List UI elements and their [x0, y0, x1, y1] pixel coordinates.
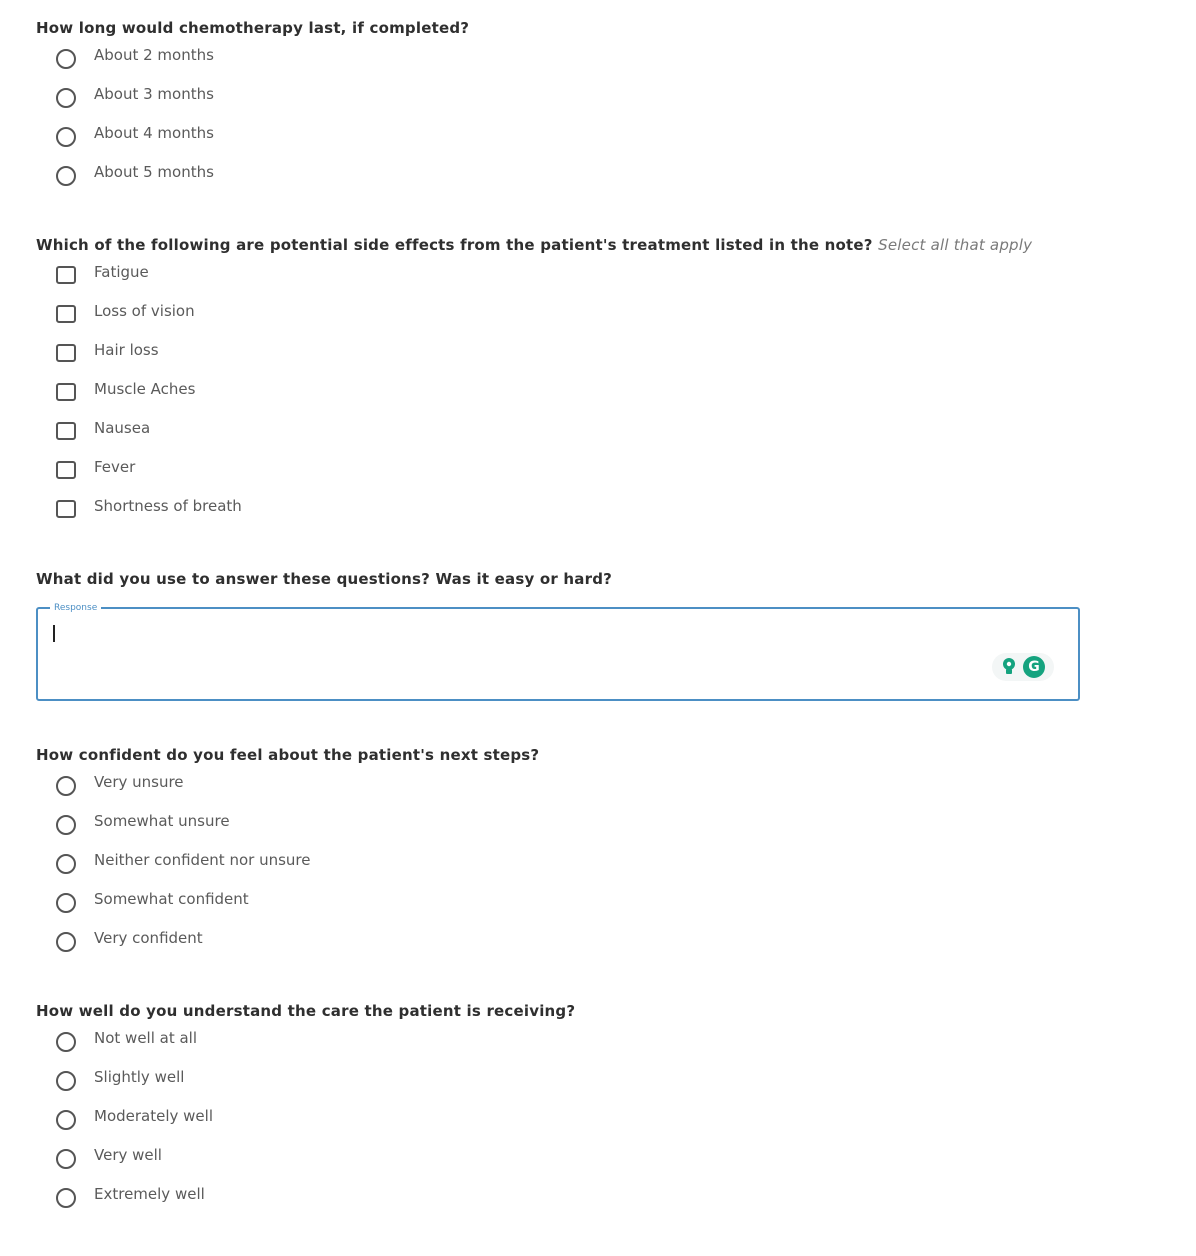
radio-button[interactable]: [56, 49, 76, 69]
checkbox[interactable]: [56, 344, 76, 362]
checkbox[interactable]: [56, 461, 76, 479]
checkbox[interactable]: [56, 305, 76, 323]
radio-group: [36, 1028, 1136, 1223]
option-label[interactable]: Muscle Aches: [94, 380, 196, 398]
option-label[interactable]: Not well at all: [94, 1029, 198, 1047]
option-label[interactable]: Nausea: [94, 419, 151, 437]
option-label[interactable]: Neither confident nor unsure: [94, 851, 311, 869]
response-textarea[interactable]: [36, 603, 1080, 701]
option-label[interactable]: Loss of vision: [94, 302, 195, 320]
radio-button[interactable]: [56, 893, 76, 913]
option-label[interactable]: About 3 months: [94, 85, 214, 103]
radio-button[interactable]: [56, 1071, 76, 1091]
option-label[interactable]: Somewhat confident: [94, 890, 249, 908]
radio-option[interactable]: [36, 162, 1136, 201]
checkbox-option[interactable]: [36, 262, 1136, 301]
checkbox[interactable]: [56, 266, 76, 284]
radio-button[interactable]: [56, 776, 76, 796]
radio-button[interactable]: [56, 1110, 76, 1130]
radio-option[interactable]: [36, 1106, 1136, 1145]
radio-option[interactable]: [36, 1184, 1136, 1223]
checkbox[interactable]: [56, 383, 76, 401]
radio-option[interactable]: [36, 889, 1136, 928]
response-field-label: Response: [50, 602, 101, 614]
radio-button[interactable]: [56, 1149, 76, 1169]
option-label[interactable]: Extremely well: [94, 1185, 205, 1203]
radio-button[interactable]: [56, 932, 76, 952]
text-cursor: [53, 625, 55, 642]
checkbox-group: [36, 262, 1136, 535]
radio-group: [36, 45, 1136, 201]
question-side-effects: [36, 235, 1136, 535]
question-resources-used: [36, 569, 1136, 589]
radio-button[interactable]: [56, 854, 76, 874]
question-hint: Select all that apply: [878, 236, 1033, 254]
option-label[interactable]: Very unsure: [94, 773, 184, 791]
question-title: What did you use to answer these questions? Was it easy or hard?: [36, 570, 613, 588]
radio-option[interactable]: [36, 1028, 1136, 1067]
option-label[interactable]: Very well: [94, 1146, 162, 1164]
radio-button[interactable]: [56, 1032, 76, 1052]
checkbox-option[interactable]: [36, 457, 1136, 496]
radio-option[interactable]: [36, 84, 1136, 123]
radio-option[interactable]: [36, 1067, 1136, 1106]
question-chemo-duration: [36, 18, 1136, 201]
radio-option[interactable]: [36, 928, 1136, 967]
question-title: How long would chemotherapy last, if completed?: [36, 19, 470, 37]
question-understanding: [36, 1001, 1136, 1223]
writing-assistant-widget[interactable]: [992, 653, 1054, 681]
radio-option[interactable]: [36, 1145, 1136, 1184]
checkbox-option[interactable]: [36, 379, 1136, 418]
radio-option[interactable]: [36, 45, 1136, 84]
radio-option[interactable]: [36, 772, 1136, 811]
option-label[interactable]: Very confident: [94, 929, 203, 947]
option-label[interactable]: About 4 months: [94, 124, 214, 142]
grammarly-icon[interactable]: G: [1023, 656, 1045, 678]
option-label[interactable]: Slightly well: [94, 1068, 185, 1086]
option-label[interactable]: Somewhat unsure: [94, 812, 230, 830]
option-label[interactable]: Moderately well: [94, 1107, 213, 1125]
radio-button[interactable]: [56, 88, 76, 108]
question-title: How well do you understand the care the patient is receiving?: [36, 1002, 576, 1020]
radio-button[interactable]: [56, 166, 76, 186]
checkbox-option[interactable]: [36, 301, 1136, 340]
option-label[interactable]: About 5 months: [94, 163, 214, 181]
checkbox-option[interactable]: [36, 340, 1136, 379]
radio-group: [36, 772, 1136, 967]
option-label[interactable]: Fatigue: [94, 263, 149, 281]
checkbox[interactable]: [56, 422, 76, 440]
question-title: How confident do you feel about the patient's next steps?: [36, 746, 540, 764]
radio-option[interactable]: [36, 811, 1136, 850]
checkbox[interactable]: [56, 500, 76, 518]
checkbox-option[interactable]: [36, 418, 1136, 457]
radio-button[interactable]: [56, 127, 76, 147]
radio-button[interactable]: [56, 1188, 76, 1208]
option-label[interactable]: Shortness of breath: [94, 497, 242, 515]
question-confidence: [36, 745, 1136, 967]
checkbox-option[interactable]: [36, 496, 1136, 535]
option-label[interactable]: About 2 months: [94, 46, 214, 64]
radio-option[interactable]: [36, 123, 1136, 162]
radio-option[interactable]: [36, 850, 1136, 889]
question-title: [36, 235, 1136, 255]
option-label[interactable]: Hair loss: [94, 341, 159, 359]
lightbulb-icon[interactable]: [1001, 657, 1017, 677]
question-title-text: Which of the following are potential side effects from the patient's treatment listed in the note?: [36, 236, 873, 254]
option-label[interactable]: Fever: [94, 458, 136, 476]
radio-button[interactable]: [56, 815, 76, 835]
